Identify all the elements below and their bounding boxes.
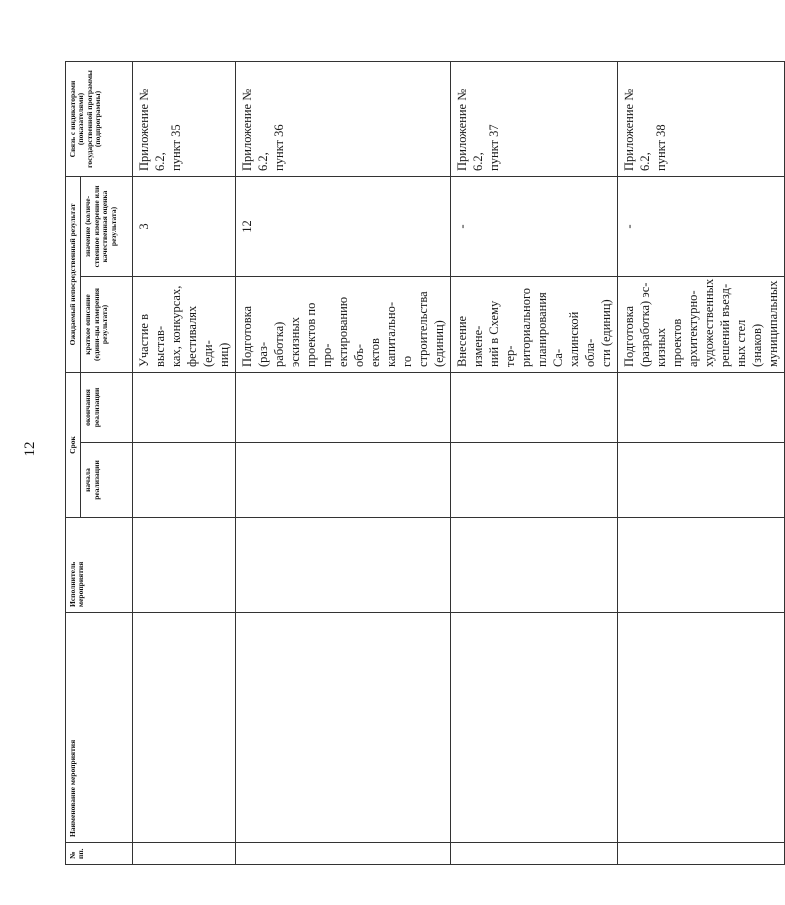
header-result: Ожидаемый непосредственный результат [66,176,81,372]
row-start [133,443,236,518]
row-num [133,843,236,865]
row-link: Приложение № 6.2, пункт 38 [618,61,785,176]
row-link: Приложение № 6.2, пункт 37 [451,61,618,176]
row-end [236,372,451,442]
row-name [236,613,451,843]
row-value: - [618,176,785,276]
header-term: Срок [66,372,81,517]
row-num [451,843,618,865]
table-row [451,61,618,864]
row-num [618,843,785,865]
row-value: 12 [236,176,451,276]
header-executor: Исполнитель мероприятия [66,518,133,613]
table-row [236,61,451,864]
header-row-1 [66,61,81,864]
row-value: 3 [133,176,236,276]
row-description: Подготовка (разработка) эс- кизных проектов архитектурно- художественных решений въезд- ных стел (знаков) муниципальных [618,276,785,372]
header-link: Связь с индикаторами (показателями) государственной программы (подпрограммы) [66,61,133,176]
header-term-start: начала реализации [81,443,133,518]
header-term-end: окончания реализации [81,372,133,442]
header-name: Наименование мероприятия [66,613,133,843]
row-executor [451,518,618,613]
row-name [618,613,785,843]
row-link: Приложение № 6.2, пункт 36 [236,61,451,176]
row-value: - [451,176,618,276]
measures-table [65,61,785,865]
header-num: № пп. [66,843,133,865]
table-row [133,61,236,864]
row-name [451,613,618,843]
row-executor [133,518,236,613]
row-link: Приложение № 6.2, пункт 35 [133,61,236,176]
page-number: 12 [22,441,38,457]
header-result-value: значение (количе-ственное измерение или качественная оценка результата) [81,176,133,276]
rotated-table-container [65,62,781,865]
row-description: Внесение измене- ний в Схему тер- риториального планирования Са- халинской обла- сти (единиц) [451,276,618,372]
row-end [451,372,618,442]
row-executor [618,518,785,613]
header-result-desc: краткое описание (едини-цы измерения результата) [81,276,133,372]
row-description: Подготовка (раз- работка) эскизных проектов по про- ектированию объ- ектов капитально- го строительства (единиц) [236,276,451,372]
row-start [236,443,451,518]
row-executor [236,518,451,613]
row-end [618,372,785,442]
row-name [133,613,236,843]
row-start [451,443,618,518]
row-description: Участие в выстав- ках, конкурсах, фестивалях (еди- ниц) [133,276,236,372]
row-num [236,843,451,865]
table-row [618,61,785,864]
row-end [133,372,236,442]
row-start [618,443,785,518]
